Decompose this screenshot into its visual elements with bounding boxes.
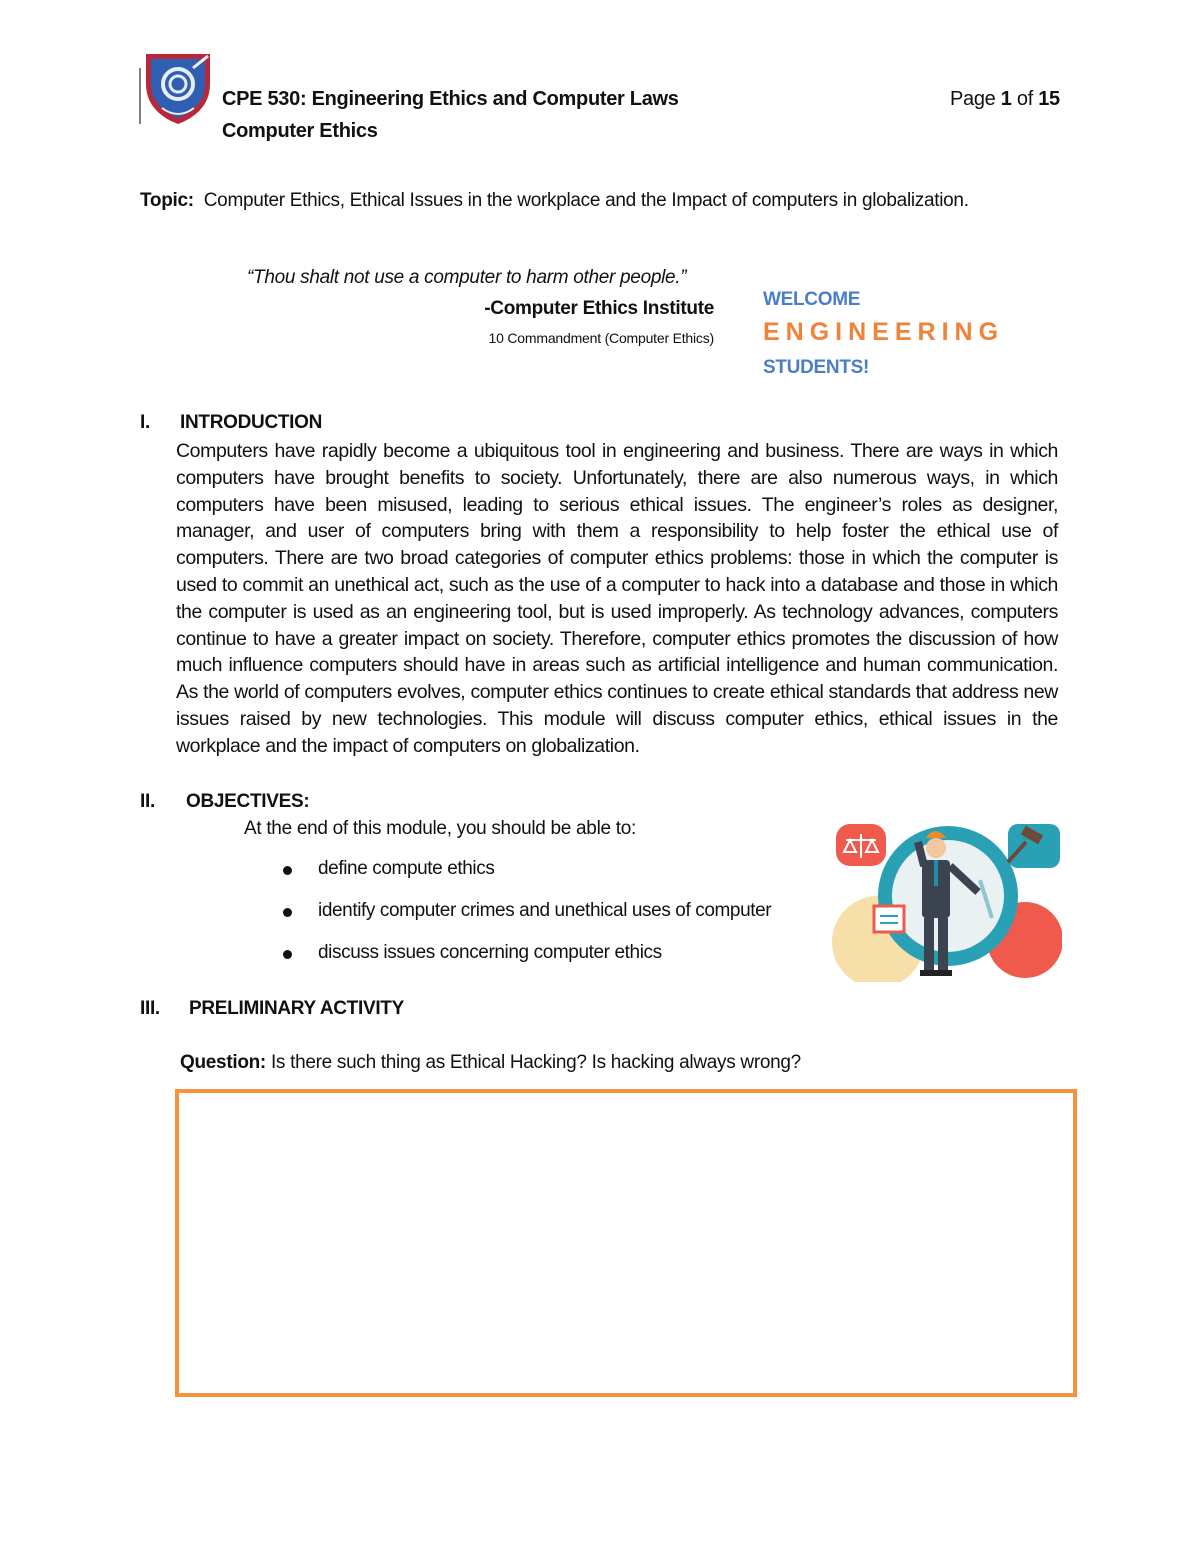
question-text: Is there such thing as Ethical Hacking? Is hacking always wrong? — [270, 1052, 801, 1073]
intro-paragraph: Computers have rapidly become a ubiquitous tool in engineering and business. There are ways in which computers have brought benefits to society. Unfortunately, there are also numerous ways, in which computers have been misused, leading to serious ethical issues. The engineer’s roles as designer, manager, and user of computers bring with them a responsibility to help foster the ethical use of computers. There are two broad categories of computer ethics problems: those in which the computer is used to commit an unethical act, such as the use of a computer to hack into a database and those in which the computer is used as an engineering tool, but is used improperly. As technology advances, computers continue to have a greater impact on society. Therefore, computer ethics promotes the discussion of how much influence computers should have in areas such as artificial intelligence and human communication. As the world of computers evolves, computer ethics continues to create ethical standards that address new issues raised by new technologies. This module will discuss computer ethics, ethical issues in the workplace and the impact of computers on globalization. — [176, 440, 1058, 757]
welcome-line1: WELCOME — [763, 289, 861, 310]
objective-text: define compute ethics — [318, 858, 495, 879]
page-label: Page — [950, 88, 996, 110]
list-item — [280, 942, 771, 984]
objective-text: discuss issues concerning computer ethics — [318, 942, 662, 963]
module-subtitle: Computer Ethics — [222, 120, 378, 142]
section-objectives-title: OBJECTIVES: — [186, 791, 310, 812]
list-item — [280, 900, 771, 942]
page-of: of — [1016, 88, 1033, 110]
bullet-icon — [283, 908, 292, 917]
quote-source: 10 Commandment (Computer Ethics) — [488, 330, 714, 346]
bullet-icon — [283, 866, 292, 875]
page-total: 15 — [1038, 88, 1060, 110]
section-intro-title: INTRODUCTION — [180, 412, 323, 433]
answer-box[interactable] — [175, 1089, 1077, 1397]
objectives-lead: At the end of this module, you should be able to: — [244, 818, 636, 839]
section-preliminary-title: PRELIMINARY ACTIVITY — [189, 998, 404, 1019]
page-current: 1 — [1000, 88, 1012, 110]
section-intro-number: I. — [140, 412, 150, 433]
bullet-icon — [283, 950, 292, 959]
quote-text: “Thou shalt not use a computer to harm other people.” — [247, 267, 687, 288]
school-logo — [138, 48, 218, 128]
question-line — [180, 1052, 801, 1074]
topic-text: Computer Ethics, Ethical Issues in the workplace and the Impact of computers in globalization. — [203, 190, 969, 211]
section-objectives-number: II. — [140, 791, 155, 812]
question-label: Question: — [180, 1052, 266, 1073]
engineer-illustration — [830, 822, 1062, 982]
topic-line — [140, 190, 969, 212]
quote-author: -Computer Ethics Institute — [484, 298, 714, 319]
list-item — [280, 858, 771, 900]
welcome-line2: ENGINEERING — [763, 318, 1005, 346]
welcome-line3: STUDENTS! — [763, 357, 870, 378]
topic-label: Topic: — [140, 190, 194, 211]
course-title: CPE 530: Engineering Ethics and Computer Laws — [222, 88, 679, 110]
objectives-list — [280, 858, 771, 984]
page-indicator — [950, 88, 1060, 111]
objective-text: identify computer crimes and unethical uses of computer — [318, 900, 772, 921]
section-preliminary-number: III. — [140, 998, 160, 1019]
